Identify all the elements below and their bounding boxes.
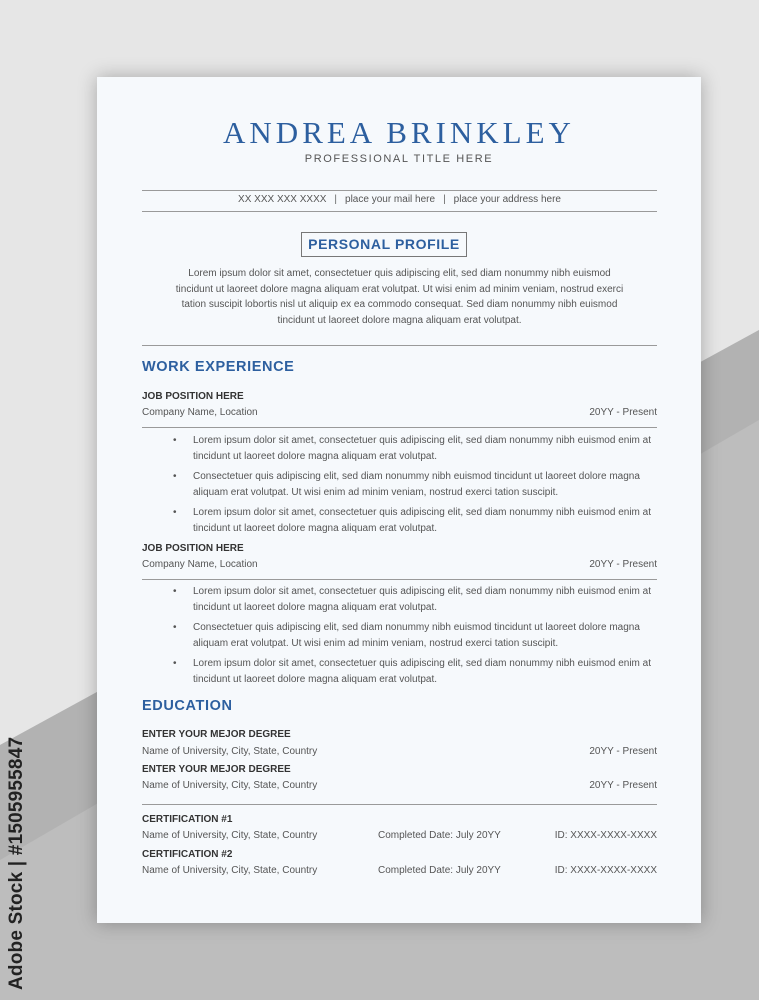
certification-completed: Completed Date: July 20YY: [378, 865, 501, 876]
contact-address: place your address here: [453, 194, 561, 205]
job-title: JOB POSITION HERE: [142, 391, 244, 402]
certification-title: CERTIFICATION #1: [142, 814, 233, 825]
certification-row: [142, 830, 657, 841]
job-bullet: • Lorem ipsum dolor sit amet, consectetuer quis adipiscing elit, sed diam nonummy nibh euismod enim at tincidunt ut laoreet dolore magna aliquam erat volutpat.: [173, 433, 657, 464]
job-dates: 20YY - Present: [589, 559, 657, 570]
job-company: Company Name, Location: [142, 559, 258, 570]
job-bullet: • Lorem ipsum dolor sit amet, consectetuer quis adipiscing elit, sed diam nonummy nibh euismod enim at tincidunt ut laoreet dolore magna aliquam erat volutpat.: [173, 584, 657, 615]
certification-title: CERTIFICATION #2: [142, 849, 233, 860]
degree-title: ENTER YOUR MEJOR DEGREE: [142, 729, 291, 740]
contact-separator: |: [334, 194, 338, 205]
certification-id: ID: XXXX-XXXX-XXXX: [554, 865, 657, 876]
job-title: JOB POSITION HERE: [142, 543, 244, 554]
degree-dates: 20YY - Present: [589, 780, 657, 791]
certification-school: Name of University, City, State, Country: [142, 830, 318, 841]
job-bullets: [173, 433, 657, 542]
degree-school: Name of University, City, State, Country: [142, 780, 318, 791]
contact-bottom-divider: [142, 211, 657, 212]
profile-line: tation suscipit lobortis nisl ut aliquip ex ea commodo consequat. Sed diam nonummy nibh euismod: [181, 299, 618, 311]
contact-line: [142, 194, 657, 205]
resume-name: ANDREA BRINKLEY: [223, 115, 575, 150]
contact-email: place your mail here: [345, 194, 436, 205]
job-bullet: • Consectetuer quis adipiscing elit, sed diam nonummy nibh euismod tincidunt ut laoreet dolore magna aliquam erat volutpat. Ut wisi enim ad minim veniam, nostrud exerci tation suscipit.: [173, 620, 657, 651]
job-company-row: [142, 407, 657, 418]
profile-line: Lorem ipsum dolor sit amet, consectetuer quis adipiscing elit, sed diam nonummy nibh euismod: [188, 268, 611, 279]
job-company-row: [142, 559, 657, 570]
certification-completed: Completed Date: July 20YY: [378, 830, 501, 841]
education-divider: [142, 804, 657, 805]
degree-school: Name of University, City, State, Country: [142, 746, 318, 757]
profile-heading: PERSONAL PROFILE: [301, 232, 467, 257]
job-company: Company Name, Location: [142, 407, 258, 418]
job-bullet: • Lorem ipsum dolor sit amet, consectetuer quis adipiscing elit, sed diam nonummy nibh euismod enim at tincidunt ut laoreet dolore magna aliquam erat volutpat.: [173, 656, 657, 687]
professional-title: PROFESSIONAL TITLE HERE: [304, 153, 494, 165]
job-dates: 20YY - Present: [589, 407, 657, 418]
profile-line: tincidunt ut laoreet dolore magna aliquam erat volutpat.: [277, 314, 522, 326]
contact-phone: XX XXX XXX XXXX: [238, 194, 327, 205]
contact-top-divider: [142, 190, 657, 191]
education-heading: EDUCATION: [142, 698, 233, 714]
job-divider: [142, 579, 657, 580]
degree-row: [142, 746, 657, 757]
profile-divider: [142, 345, 657, 346]
job-divider: [142, 427, 657, 428]
resume-page: [97, 77, 701, 923]
stock-id-watermark: Adobe Stock | #1505955847: [6, 736, 27, 990]
degree-dates: 20YY - Present: [589, 746, 657, 757]
degree-title: ENTER YOUR MEJOR DEGREE: [142, 764, 291, 775]
profile-line: tincidunt ut laoreet dolore magna aliquam erat volutpat. Ut wisi enim ad minim veniam, nostrud exerci: [175, 283, 624, 295]
job-bullet: • Consectetuer quis adipiscing elit, sed diam nonummy nibh euismod tincidunt ut laoreet dolore magna aliquam erat volutpat. Ut wisi enim ad minim veniam, nostrud exerci tation suscipit.: [173, 469, 657, 500]
contact-separator: |: [443, 194, 446, 205]
certification-school: Name of University, City, State, Country: [142, 865, 318, 876]
certification-row: [142, 865, 657, 876]
job-bullet: • Lorem ipsum dolor sit amet, consectetuer quis adipiscing elit, sed diam nonummy nibh euismod enim at tincidunt ut laoreet dolore magna aliquam erat volutpat.: [173, 505, 657, 536]
work-experience-heading: WORK EXPERIENCE: [142, 359, 295, 375]
certification-id: ID: XXXX-XXXX-XXXX: [554, 830, 657, 841]
profile-text: [142, 266, 657, 328]
job-bullets: [173, 584, 657, 693]
degree-row: [142, 780, 657, 791]
